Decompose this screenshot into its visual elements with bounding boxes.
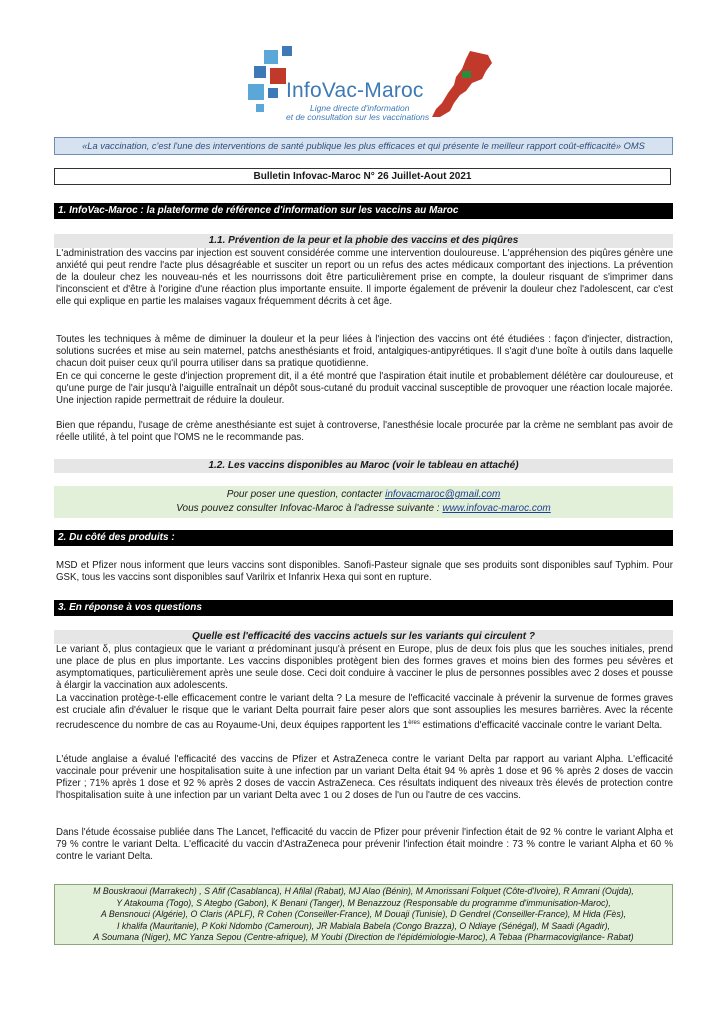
contact-line-website: Vous pouvez consulter Infovac-Maroc à l'adresse suivante : www.infovac-maroc.com (176, 503, 551, 514)
contact-box (54, 486, 673, 518)
contact-line-email: Pour poser une question, contacter infovacmaroc@gmail.com (226, 489, 501, 500)
authors-line: I khalifa (Mauritanie), P Koki Ndombo (Cameroun), JR Mabiala Babela (Congo Brazza), O Ndiaye (Sénégal), M Saadi (Agadir), (117, 920, 610, 931)
logo-tagline-2: et de consultation sur les vaccinations (286, 112, 430, 122)
authors-line: A Bensnouci (Algérie), O Claris (APLF), R Cohen (Conseiller-France), M Douaji (Tunisie), D Gendrel (Conseiller-France), M Hida (Fès), (100, 909, 627, 919)
logo-brand-text: InfoVac-Maroc (286, 79, 424, 102)
paragraph-scottish-study: Dans l'étude écossaise publiée dans The Lancet, l'efficacité du vaccin de Pfizer pour prévenir l'infection était de 92 % contre le variant Alpha et 79 % contre le variant Delta. L'efficacité du vaccin d'AstraZeneca pour prévenir l'infection était moindre : 73 % contre le variant Alpha et 60 % contre le variant Delta. (56, 827, 673, 863)
website-link[interactable]: www.infovac-maroc.com (442, 503, 551, 514)
question-heading: Quelle est l'efficacité des vaccins actuels sur les variants qui circulent ? (54, 630, 673, 644)
morocco-map-icon (426, 49, 496, 119)
paragraph-vaccine-protection: La vaccination protège-t-elle efficacement contre le variant delta ? La mesure de l'efficacité vaccinale à prévenir la survenue de formes graves est cruciale afin d'évaluer le risque que le variant Delta pourrait faire peser alors que sont assouplies les mesures barrières. Avec la récente recrudescence du nombre de cas au Royaume-Uni, deux équipes rapportent les 1ères estimations d'efficacité vaccinale contre le variant Delta. (56, 693, 673, 732)
authors-box (54, 884, 673, 945)
infovac-logo (246, 44, 502, 122)
section-1-heading: 1. InfoVac-Maroc : la plateforme de référence d'information sur les vaccins au Maroc (54, 203, 673, 219)
who-quote-banner: «La vaccination, c'est l'une des interventions de santé publique les plus efficaces et qui présente le meilleur rapport coût-efficacité» OMS (54, 137, 673, 155)
section-3-heading: 3. En réponse à vos questions (54, 600, 673, 616)
authors-line: M Bouskraoui (Marrakech) , S Afif (Casablanca), H Afilal (Rabat), MJ Alao (Bénin), M Amorissani Folquet (Côte-d'Ivoire), R Amrani (Oujda), (93, 886, 634, 896)
paragraph-english-study: L'étude anglaise a évalué l'efficacité des vaccins de Pfizer et AstraZeneca contre le variant Delta par rapport au variant Alpha. L'efficacité vaccinale pour prévenir une hospitalisation suite à une infection par un variant Delta était 94 % après 1 dose et 96 % après 2 doses de vaccin Pfizer ; 71% après 1 dose et 92 % après 2 doses de vaccin AstraZeneca. Ces résultats indiquent des niveaux très élevés de protection contre l'hospitalisation suite à une infection par un variant Delta avec 1 ou 2 doses de l'un ou l'autre de ces vaccins. (56, 754, 673, 802)
paragraph-techniques: Toutes les techniques à même de diminuer la douleur et la peur liées à l'injection des vaccins ont été étudiées : façon d'injecter, distraction, solutions sucrées et mise au sein maternel, patchs anesthésiants et froid, antalgiques-antipyrétiques. Il s'agit d'une boîte à outils dans laquelle chacun doit puiser ceux qu'il pourra utiliser dans sa pratique quotidienne. (56, 334, 673, 370)
paragraph-pain-prevention: L'administration des vaccins par injection est souvent considérée comme une intervention douloureuse. L'appréhension des piqûres génère une anxiété qui peut rendre l'acte plus désagréable et susciter un report ou un refus des actes médicaux comportant des injections. La prévention de la douleur chez les nouveau-nés et les nourrissons doit être particulièrement prise en compte, la douleur risquant de s'imprimer dans l'inconscient et d'être à l'origine d'une réaction plus importante ensuite. Il importe également de prévenir la douleur chez l'adolescent, car c'est elle qui explique en partie les malaises vagaux fréquemment décrits à cet âge. (56, 248, 673, 308)
paragraph-injection-gesture: En ce qui concerne le geste d'injection proprement dit, il a été montré que l'aspiration était inutile et probablement délétère car douloureuse, et qu'une purge de l'air jusqu'à l'aiguille entraînait un dépôt sous-cutané du produit vaccinal susceptible de provoquer une réaction locale majorée. Une injection rapide permettrait de réduire la douleur. (56, 371, 673, 407)
subsection-1-1-heading: 1.1. Prévention de la peur et la phobie des vaccins et des piqûres (54, 234, 673, 248)
paragraph-anesthetic-cream: Bien que répandu, l'usage de crème anesthésiante est sujet à controverse, l'anesthésie locale procurée par la crème ne semblant pas avoir de réelle utilité, à tel point que l'OMS ne le recommande pas. (56, 420, 673, 444)
subsection-1-2-heading: 1.2. Les vaccins disponibles au Maroc (voir le tableau en attaché) (54, 459, 673, 473)
section-2-heading: 2. Du côté des produits : (54, 530, 673, 546)
logo-tagline-1: Ligne directe d'information (310, 103, 410, 113)
paragraph-delta-variant: Le variant δ, plus contagieux que le variant α prédominant jusqu'à présent en Europe, plus de deux fois plus que les souches initiales, prend une place de plus en plus importante. Les vaccins disponibles protègent bien des formes graves et moins bien des formes peu sévères et asymptomatiques, particulièrement après une seule dose. Ceci doit conduire à vacciner le plus de personnes possibles avec 2 doses et pousse à élargir la vaccination aux adolescents. (56, 644, 673, 692)
authors-line: A Soumana (Niger), MC Yanza Sepou (Centre-afrique), M Youbi (Direction de l'épidémiologie-Maroc), A Tebaa (Pharmacovigilance- Rabat) (93, 932, 634, 942)
authors-line: Y Atakouma (Togo), S Ategbo (Gabon), K Benani (Tanger), M Benazzouz (Responsable du programme d'immunisation-Maroc), (116, 897, 611, 908)
bulletin-title: Bulletin Infovac-Maroc N° 26 Juillet-Aout 2021 (54, 168, 671, 185)
email-link[interactable]: infovacmaroc@gmail.com (385, 489, 501, 500)
paragraph-products: MSD et Pfizer nous informent que leurs vaccins sont disponibles. Sanofi-Pasteur signale que ses produits sont disponibles sauf Typhim. Pour GSK, tous les vaccins sont disponibles sauf Varilrix et Infanrix Hexa qui sont en rupture. (56, 560, 673, 584)
